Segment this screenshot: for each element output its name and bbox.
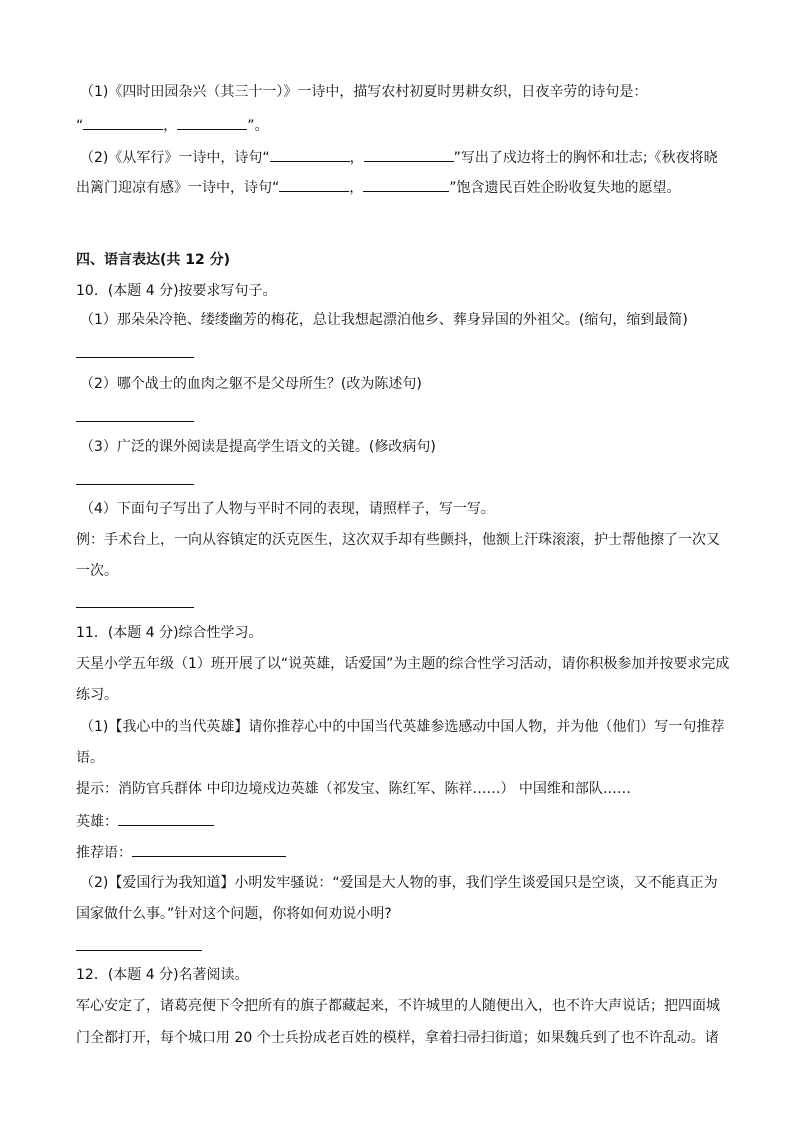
q11-hint: 提示：消防官兵群体 中印边境戍边英雄（祁发宝、陈红军、陈祥……） 中国维和部队…… bbox=[76, 781, 631, 797]
q9-part2-line2: 出篱门迎凉有感》一诗中，诗句“ ， ”饱含遗民百姓企盼收复失地的愿望。 bbox=[76, 177, 681, 197]
q11-part1-line2: 语。 bbox=[76, 750, 104, 766]
q11-intro-line2: 练习。 bbox=[76, 687, 118, 703]
recommend-answer-blank[interactable] bbox=[132, 842, 286, 857]
q12-text-line1: 军心安定了，诸葛亮便下令把所有的旗子都藏起来，不许城里的人随便出入，也不许大声说话；把四面城 bbox=[76, 998, 720, 1014]
answer-line[interactable] bbox=[76, 421, 194, 422]
q9-part1-line1: （1)《四时田园杂兴（其三十一）》一诗中，描写农村初夏时男耕女织，日夜辛劳的诗句是： bbox=[80, 84, 648, 100]
q11-hero-row: 英雄： bbox=[76, 811, 214, 831]
answer-line[interactable] bbox=[76, 607, 194, 608]
hero-answer-blank[interactable] bbox=[118, 811, 214, 826]
q10-sub2: （2）哪个战士的血肉之躯不是父母所生？(改为陈述句) bbox=[80, 376, 422, 392]
q9-part1-answer-line: “ ， ”。 bbox=[76, 115, 269, 135]
answer-line[interactable] bbox=[76, 484, 194, 485]
q11-heading: 11．(本题 4 分)综合性学习。 bbox=[76, 625, 263, 641]
q12-heading: 12．(本题 4 分)名著阅读。 bbox=[76, 967, 249, 983]
q11-part2-line2: 国家做什么事。”针对这个问题，你将如何劝说小明? bbox=[76, 906, 392, 922]
answer-blank[interactable] bbox=[83, 115, 163, 130]
q11-recommend-row: 推荐语： bbox=[76, 842, 286, 862]
section-heading: 四、语言表达(共 12 分) bbox=[76, 252, 231, 268]
q9-part2-line1: （2)《从军行》一诗中，诗句“ ， ”写出了戍边将士的胸怀和壮志;《秋夜将晓 bbox=[80, 147, 718, 167]
q11-part2-line1: （2)【爱国行为我知道】小明发牢骚说：“爱国是大人物的事，我们学生谈爱国只是空谈，又不能真正为 bbox=[80, 875, 718, 891]
q10-example-line1: 例：手术台上，一向从容镇定的沃克医生，这次双手却有些颤抖，他额上汗珠滚滚，护士帮他擦了一次又 bbox=[76, 532, 720, 548]
q12-text-line2: 门全都打开，每个城口用 20 个士兵扮成老百姓的模样，拿着扫帚扫街道；如果魏兵到了也不许乱动。诸 bbox=[76, 1030, 719, 1046]
q10-sub1: （1）那朵朵冷艳、缕缕幽芳的梅花，总让我想起漂泊他乡、葬身异国的外祖父。(缩句，缩到最简) bbox=[80, 312, 688, 328]
q11-intro-line1: 天星小学五年级（1）班开展了以“说英雄，话爱国”为主题的综合性学习活动，请你积极参加并按要求完成 bbox=[76, 656, 730, 672]
q10-sub4: （4）下面句子写出了人物与平时不同的表现，请照样子，写一写。 bbox=[80, 501, 495, 517]
answer-blank[interactable] bbox=[279, 177, 349, 192]
q10-heading: 10．(本题 4 分)按要求写句子。 bbox=[76, 283, 277, 299]
answer-line[interactable] bbox=[76, 950, 202, 951]
answer-line[interactable] bbox=[76, 357, 194, 358]
q10-sub3: （3）广泛的课外阅读是提高学生语文的关键。(修改病句) bbox=[80, 439, 436, 455]
answer-blank[interactable] bbox=[364, 147, 454, 162]
answer-blank[interactable] bbox=[270, 147, 350, 162]
q11-part1-line1: （1)【我心中的当代英雄】请你推荐心中的中国当代英雄参选感动中国人物，并为他（他们）写一句推荐 bbox=[80, 719, 725, 735]
answer-blank[interactable] bbox=[363, 177, 449, 192]
answer-blank[interactable] bbox=[177, 115, 247, 130]
q10-example-line2: 一次。 bbox=[76, 563, 118, 579]
